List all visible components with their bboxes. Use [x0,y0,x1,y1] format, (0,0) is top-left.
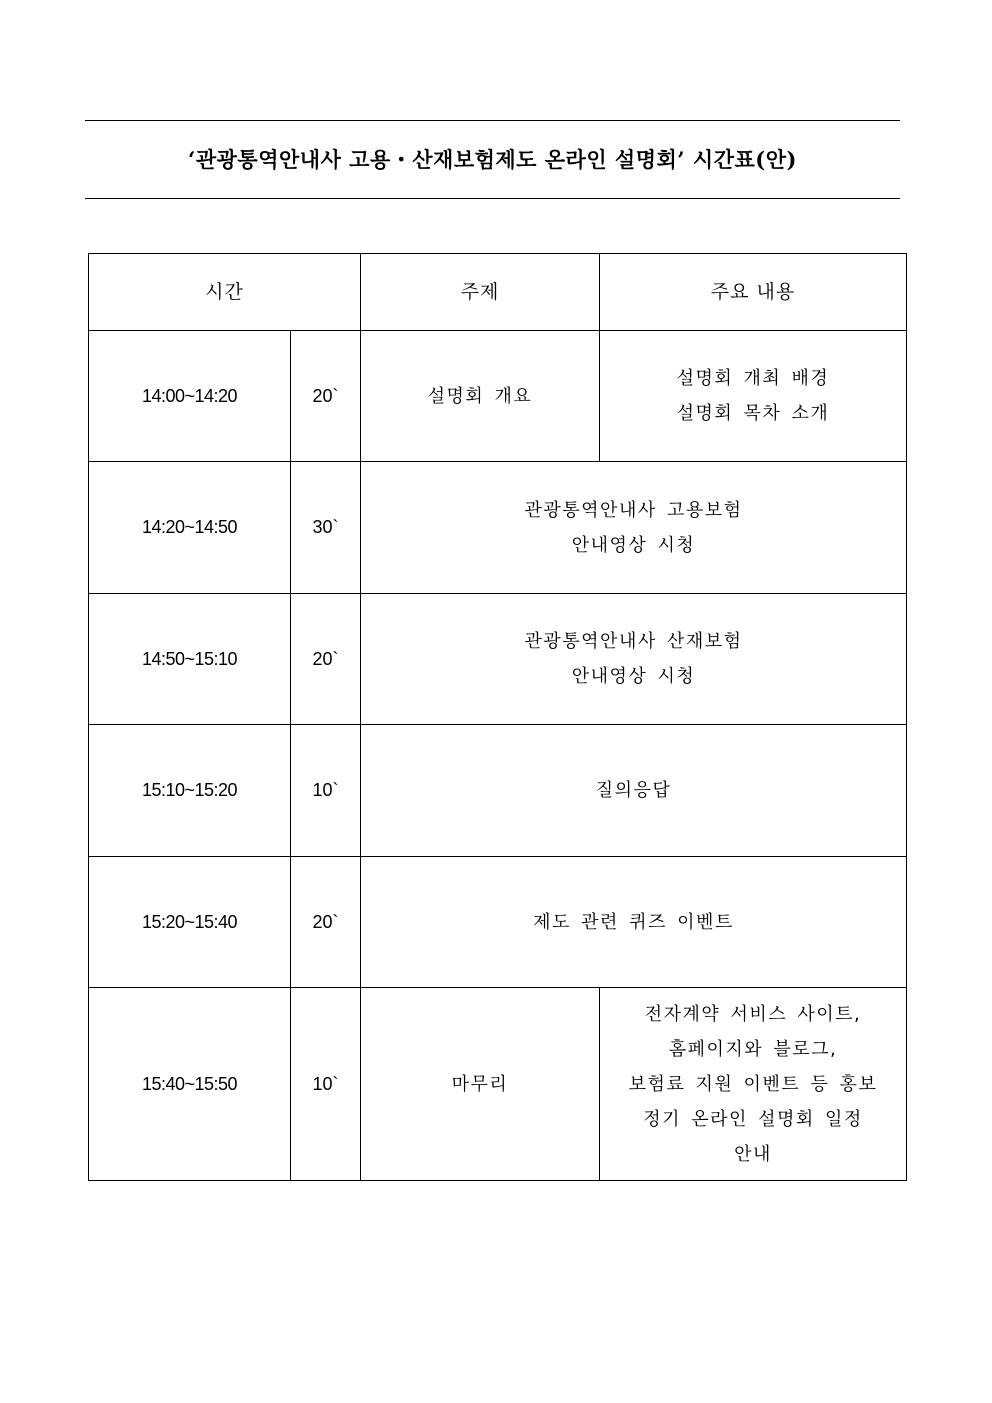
content-line: 설명회 목차 소개 [676,403,830,424]
merged-topic-cell [361,857,907,988]
duration-cell: 20` [291,331,361,462]
content-line: 안내 [734,1143,772,1165]
header-topic: 주제 [361,254,600,331]
document-title: ‘관광통역안내사 고용・산재보험제도 온라인 설명회’ 시간표(안) [188,147,797,172]
content-line: 안내영상 시청 [571,666,696,687]
title-bottom-rule [85,198,900,199]
time-cell: 15:20~15:40 [89,857,291,988]
header-time: 시간 [89,254,361,331]
header-content: 주요 내용 [600,254,907,331]
duration-cell: 10` [291,988,361,1181]
content-cell [600,988,907,1181]
content-line: 질의응답 [595,780,672,801]
content-line: 관광통역안내사 고용보험 [524,499,743,521]
duration-cell: 10` [291,725,361,857]
duration-cell: 30` [291,462,361,594]
merged-topic-cell [361,725,907,857]
schedule-table [88,253,907,1181]
table-header-row [89,254,907,331]
merged-topic-cell [361,462,907,594]
content-line: 전자계약 서비스 사이트, [644,1003,862,1025]
time-cell: 15:10~15:20 [89,725,291,857]
content-line: 관광통역안내사 산재보험 [524,631,743,652]
title-top-rule [85,120,900,121]
table-row [89,725,907,857]
content-line: 보험료 지원 이벤트 등 홍보 [628,1073,878,1095]
time-cell: 15:40~15:50 [89,988,291,1181]
table-row [89,988,907,1181]
merged-topic-cell [361,594,907,725]
time-cell: 14:50~15:10 [89,594,291,725]
content-cell [600,331,907,462]
table-row [89,857,907,988]
table-row [89,331,907,462]
duration-cell: 20` [291,857,361,988]
time-cell: 14:20~14:50 [89,462,291,594]
content-line: 정기 온라인 설명회 일정 [643,1108,863,1130]
table-row [89,594,907,725]
content-line: 제도 관련 퀴즈 이벤트 [533,911,734,933]
time-cell: 14:00~14:20 [89,331,291,462]
content-line: 설명회 개최 배경 [676,368,830,389]
content-line: 안내영상 시청 [571,534,696,556]
table-row [89,462,907,594]
topic-cell: 설명회 개요 [361,331,600,462]
duration-cell: 20` [291,594,361,725]
topic-cell: 마무리 [361,988,600,1181]
content-line: 홈페이지와 블로그, [668,1038,838,1060]
